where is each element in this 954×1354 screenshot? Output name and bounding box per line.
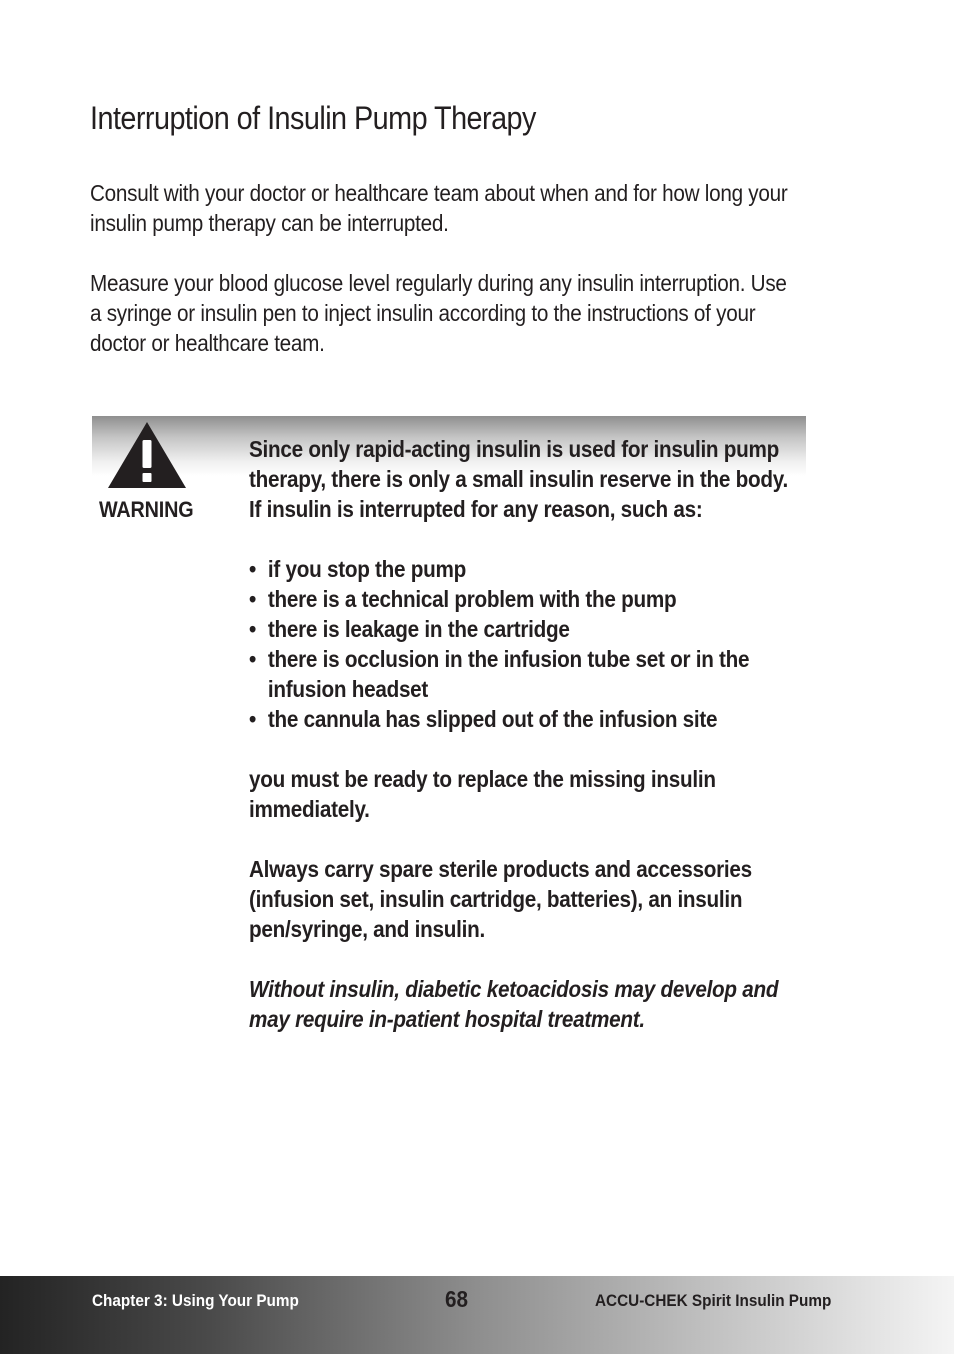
- warning-consequence: Without insulin, diabetic ketoacidosis may develop and may require in-patient hospital treatment.: [249, 976, 779, 1032]
- footer-chapter: Chapter 3: Using Your Pump: [92, 1291, 299, 1310]
- list-item: • if you stop the pump: [249, 554, 798, 584]
- list-item: • there is leakage in the cartridge: [249, 614, 798, 644]
- page-title: Interruption of Insulin Pump Therapy: [90, 100, 536, 136]
- warning-intro: Since only rapid-acting insulin is used for insulin pump therapy, there is only a small insulin reserve in the body. If insulin is interrupted for any reason, such as:: [249, 436, 788, 522]
- glucose-paragraph: Measure your blood glucose level regularly during any insulin interruption. Use a syringe or insulin pen to inject insulin according to the instructions of your doctor or healthcare team.: [90, 270, 787, 356]
- page-footer: [0, 1276, 954, 1354]
- warning-body: [249, 434, 798, 1034]
- list-item: • there is occlusion in the infusion tube set or in the infusion headset: [249, 644, 798, 704]
- footer-product-name: ACCU-CHEK Spirit Insulin Pump: [595, 1291, 832, 1310]
- page-number: 68: [445, 1286, 469, 1312]
- interruption-reasons-list: [249, 554, 798, 734]
- warning-carry-supplies: Always carry spare sterile products and accessories (infusion set, insulin cartridge, batteries), an insulin pen/syringe, and insulin.: [249, 856, 752, 942]
- list-item: • there is a technical problem with the pump: [249, 584, 798, 614]
- warning-triangle-icon: [106, 420, 188, 490]
- warning-action: you must be ready to replace the missing insulin immediately.: [249, 766, 716, 822]
- list-item: • the cannula has slipped out of the infusion site: [249, 704, 798, 734]
- warning-label: WARNING: [99, 497, 194, 522]
- intro-paragraph: Consult with your doctor or healthcare team about when and for how long your insulin pump therapy can be interrupted.: [90, 180, 788, 236]
